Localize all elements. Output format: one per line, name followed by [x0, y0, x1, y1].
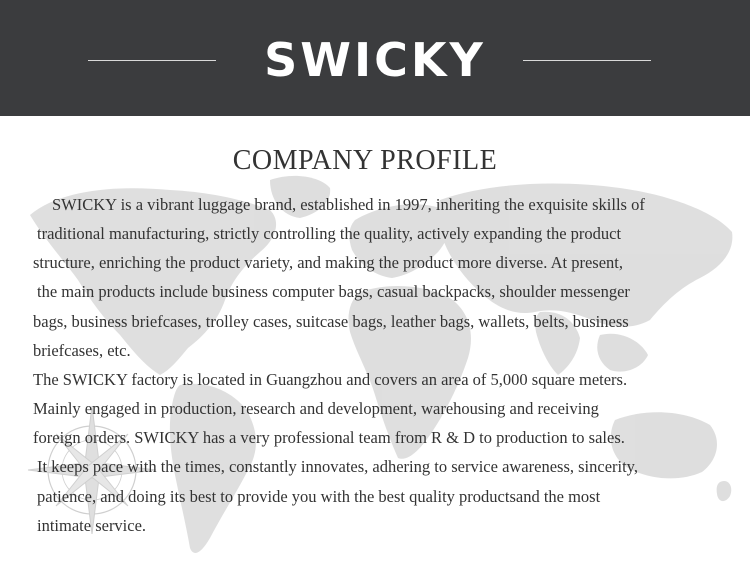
body-line: patience, and doing its best to provide you with the best quality productsand the most [37, 487, 601, 506]
body-line: It keeps pace with the times, constantly innovates, adhering to service awareness, sincerity, [37, 457, 638, 476]
body-line: Mainly engaged in production, research and development, warehousing and receiving [33, 399, 599, 418]
header-divider-right [523, 60, 651, 61]
body-line: The SWICKY factory is located in Guangzhou and covers an area of 5,000 square meters. [33, 370, 628, 389]
brand-logo: SWICKY [264, 33, 486, 87]
body-line: structure, enriching the product variety, and making the product more diverse. At present, [33, 253, 623, 272]
body-line: intimate service. [37, 516, 147, 535]
section-title: COMPANY PROFILE [232, 145, 498, 176]
body-line: bags, business briefcases, trolley cases, suitcase bags, leather bags, wallets, belts, business [33, 312, 629, 331]
body-line: SWICKY is a vibrant luggage brand, established in 1997, inheriting the exquisite skills of [52, 195, 645, 214]
body-line: the main products include business computer bags, casual backpacks, shoulder messenger [37, 282, 630, 301]
body-line: foreign orders. SWICKY has a very professional team from R & D to production to sales. [33, 428, 625, 447]
header-banner [0, 0, 750, 116]
body-line: traditional manufacturing, strictly controlling the quality, actively expanding the product [37, 224, 622, 243]
body-line: briefcases, etc. [33, 341, 131, 360]
